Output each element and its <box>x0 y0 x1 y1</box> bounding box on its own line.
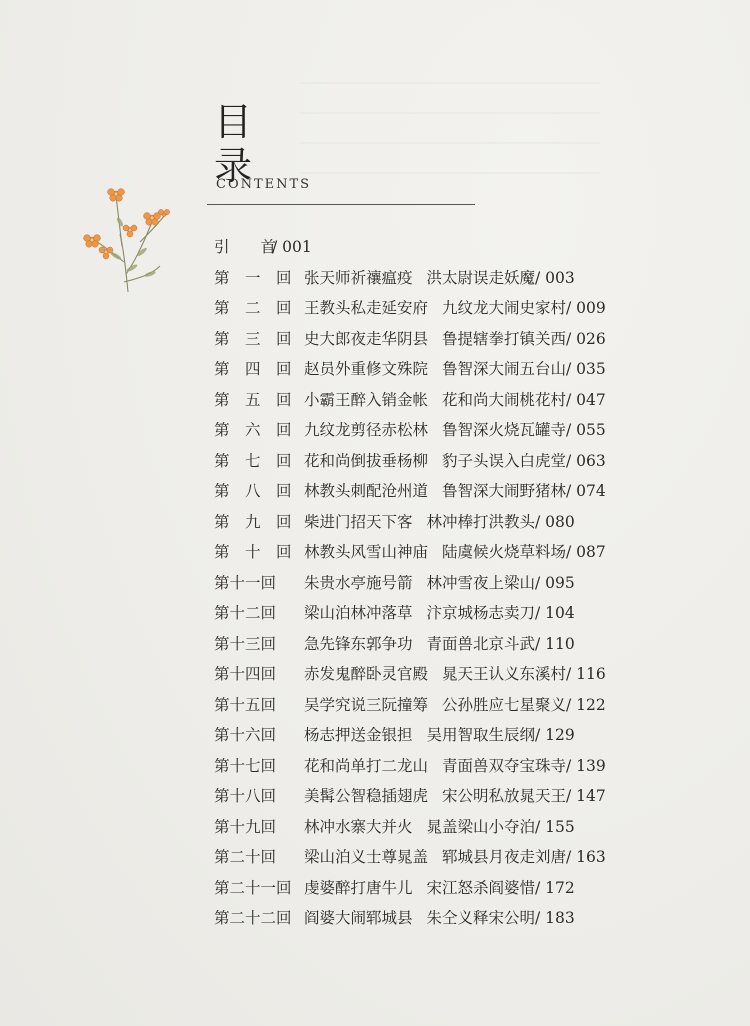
toc-entry[interactable] <box>214 598 694 629</box>
page-subtitle: CONTENTS <box>216 177 312 192</box>
toc-label: 第 九 回 <box>214 512 292 531</box>
toc-title-first: 阎婆大闹郓城县 <box>304 909 413 927</box>
toc-title-second: 郓城县月夜走刘唐 <box>442 848 567 866</box>
title-char-2: 录 <box>214 144 253 188</box>
toc-title-second: 宋江怒杀阎婆惜 <box>426 878 536 897</box>
toc-title-second: 花和尚大闹桃花村 <box>442 390 567 409</box>
toc-label: 第二十回 <box>214 848 277 866</box>
toc-entry[interactable] <box>214 507 694 538</box>
toc-label: 第 二 回 <box>214 299 292 317</box>
toc-label: 第 一 回 <box>214 268 292 287</box>
toc-page: / 026 <box>566 329 606 348</box>
toc-title-first: 王教头私走延安府 <box>304 299 429 317</box>
toc-title-first: 花和尚倒拔垂杨柳 <box>304 451 429 470</box>
toc-title-first: 杨志押送金银担 <box>304 726 413 744</box>
toc-title-first: 急先锋东郭争功 <box>304 634 413 653</box>
toc-label: 第十四回 <box>214 665 277 683</box>
toc-entry[interactable] <box>214 537 694 568</box>
toc-label: 第十三回 <box>214 634 277 653</box>
toc-label: 第二十二回 <box>214 909 292 927</box>
toc-entry[interactable] <box>214 903 694 934</box>
toc-title-second: 洪太尉误走妖魔 <box>426 268 536 287</box>
toc-title-first: 赤发鬼醉卧灵官殿 <box>304 665 429 683</box>
toc-page: / 122 <box>566 695 606 714</box>
toc-label: 第十二回 <box>214 604 277 622</box>
toc-title-second: 鲁提辖拳打镇关西 <box>442 329 567 348</box>
toc-label: 第二十一回 <box>214 878 292 897</box>
toc-title-second: 宋公明私放晁天王 <box>442 787 567 805</box>
toc-title-first: 赵员外重修文殊院 <box>304 360 429 378</box>
toc-title-first: 林教头刺配沧州道 <box>304 482 429 500</box>
toc-title-first: 朱贵水亭施号箭 <box>304 573 413 592</box>
toc-label: 第 七 回 <box>214 451 292 470</box>
toc-label: 引 首 <box>214 238 277 256</box>
toc-page: / 080 <box>535 512 575 531</box>
toc-title-second: 林冲棒打洪教头 <box>426 512 536 531</box>
toc-entry[interactable] <box>214 812 694 843</box>
toc-label: 第 五 回 <box>214 390 292 409</box>
toc-title-first: 花和尚单打二龙山 <box>304 756 429 775</box>
toc-page: / 129 <box>535 726 575 744</box>
toc-page: / 095 <box>535 573 575 592</box>
toc-title-first: 梁山泊义士尊晁盖 <box>304 848 429 866</box>
toc-entry[interactable] <box>214 293 694 324</box>
toc-page: / 001 <box>272 238 312 256</box>
toc-entry[interactable] <box>214 568 694 599</box>
toc-page: / 087 <box>566 543 606 561</box>
toc-title-first: 吴学究说三阮撞筹 <box>304 695 429 714</box>
toc-label: 第十六回 <box>214 726 277 744</box>
toc-entry[interactable] <box>214 324 694 355</box>
toc-page: / 183 <box>535 909 575 927</box>
toc-label: 第 三 回 <box>214 329 292 348</box>
toc-page: / 047 <box>566 390 606 409</box>
toc-title-first: 九纹龙剪径赤松林 <box>304 421 429 439</box>
toc-title-second: 鲁智深大闹野猪林 <box>442 482 567 500</box>
toc-title-first: 林教头风雪山神庙 <box>304 543 429 561</box>
toc-entry-intro[interactable] <box>214 232 694 263</box>
table-of-contents <box>214 232 694 934</box>
toc-label: 第十五回 <box>214 695 277 714</box>
toc-entry[interactable] <box>214 690 694 721</box>
toc-entry[interactable] <box>214 842 694 873</box>
toc-title-second: 青面兽双夺宝珠寺 <box>442 756 567 775</box>
toc-page: / 063 <box>566 451 606 470</box>
toc-page: / 110 <box>535 634 575 653</box>
toc-page: / 074 <box>566 482 606 500</box>
toc-entry[interactable] <box>214 263 694 294</box>
toc-title-second: 青面兽北京斗武 <box>426 634 536 653</box>
toc-title-second: 汴京城杨志卖刀 <box>426 604 536 622</box>
toc-title-second: 陆虞候火烧草料场 <box>442 543 567 561</box>
page-title <box>214 100 258 188</box>
toc-page: / 155 <box>535 817 575 836</box>
toc-title-second: 林冲雪夜上梁山 <box>426 573 536 592</box>
toc-entry[interactable] <box>214 781 694 812</box>
toc-label: 第 四 回 <box>214 360 292 378</box>
toc-entry[interactable] <box>214 629 694 660</box>
toc-page: / 104 <box>535 604 575 622</box>
toc-entry[interactable] <box>214 873 694 904</box>
toc-title-second: 朱仝义释宋公明 <box>426 909 536 927</box>
toc-label: 第十九回 <box>214 817 277 836</box>
toc-entry[interactable] <box>214 720 694 751</box>
toc-page: / 116 <box>566 665 606 683</box>
toc-page: / 003 <box>535 268 575 287</box>
title-divider <box>207 204 475 205</box>
toc-label: 第 八 回 <box>214 482 292 500</box>
toc-title-first: 史大郎夜走华阴县 <box>304 329 429 348</box>
toc-entry[interactable] <box>214 751 694 782</box>
toc-title-first: 虔婆醉打唐牛儿 <box>304 878 413 897</box>
toc-title-first: 梁山泊林冲落草 <box>304 604 413 622</box>
toc-page: / 055 <box>566 421 606 439</box>
toc-entry[interactable] <box>214 446 694 477</box>
toc-title-first: 小霸王醉入销金帐 <box>304 390 429 409</box>
toc-title-second: 九纹龙大闹史家村 <box>442 299 567 317</box>
toc-title-first: 美髯公智稳插翅虎 <box>304 787 429 805</box>
toc-page: / 035 <box>566 360 606 378</box>
toc-entry[interactable] <box>214 354 694 385</box>
toc-label: 第十一回 <box>214 573 277 592</box>
toc-label: 第十七回 <box>214 756 277 775</box>
toc-title-second: 公孙胜应七星聚义 <box>442 695 567 714</box>
toc-title-second: 鲁智深火烧瓦罐寺 <box>442 421 567 439</box>
toc-entry[interactable] <box>214 385 694 416</box>
toc-label: 第十八回 <box>214 787 277 805</box>
toc-page: / 139 <box>566 756 606 775</box>
toc-page: / 172 <box>535 878 575 897</box>
toc-title-first: 张天师祈禳瘟疫 <box>304 268 413 287</box>
toc-entry[interactable] <box>214 476 694 507</box>
toc-entry[interactable] <box>214 659 694 690</box>
show-through-texture <box>300 60 600 180</box>
toc-entry[interactable] <box>214 415 694 446</box>
toc-title-second: 豹子头误入白虎堂 <box>442 451 567 470</box>
toc-page: / 009 <box>566 299 606 317</box>
flower-illustration-icon <box>80 182 176 294</box>
toc-label: 第 六 回 <box>214 421 292 439</box>
toc-title-second: 吴用智取生辰纲 <box>426 726 536 744</box>
toc-title-second: 鲁智深大闹五台山 <box>442 360 567 378</box>
toc-title-second: 晁天王认义东溪村 <box>442 665 567 683</box>
toc-title-first: 柴进门招天下客 <box>304 512 413 531</box>
toc-title-first: 林冲水寨大并火 <box>304 817 413 836</box>
toc-title-second: 晁盖梁山小夺泊 <box>426 817 536 836</box>
toc-page: / 163 <box>566 848 606 866</box>
title-char-1: 目 <box>214 100 253 144</box>
toc-label: 第 十 回 <box>214 543 292 561</box>
toc-page: / 147 <box>566 787 606 805</box>
